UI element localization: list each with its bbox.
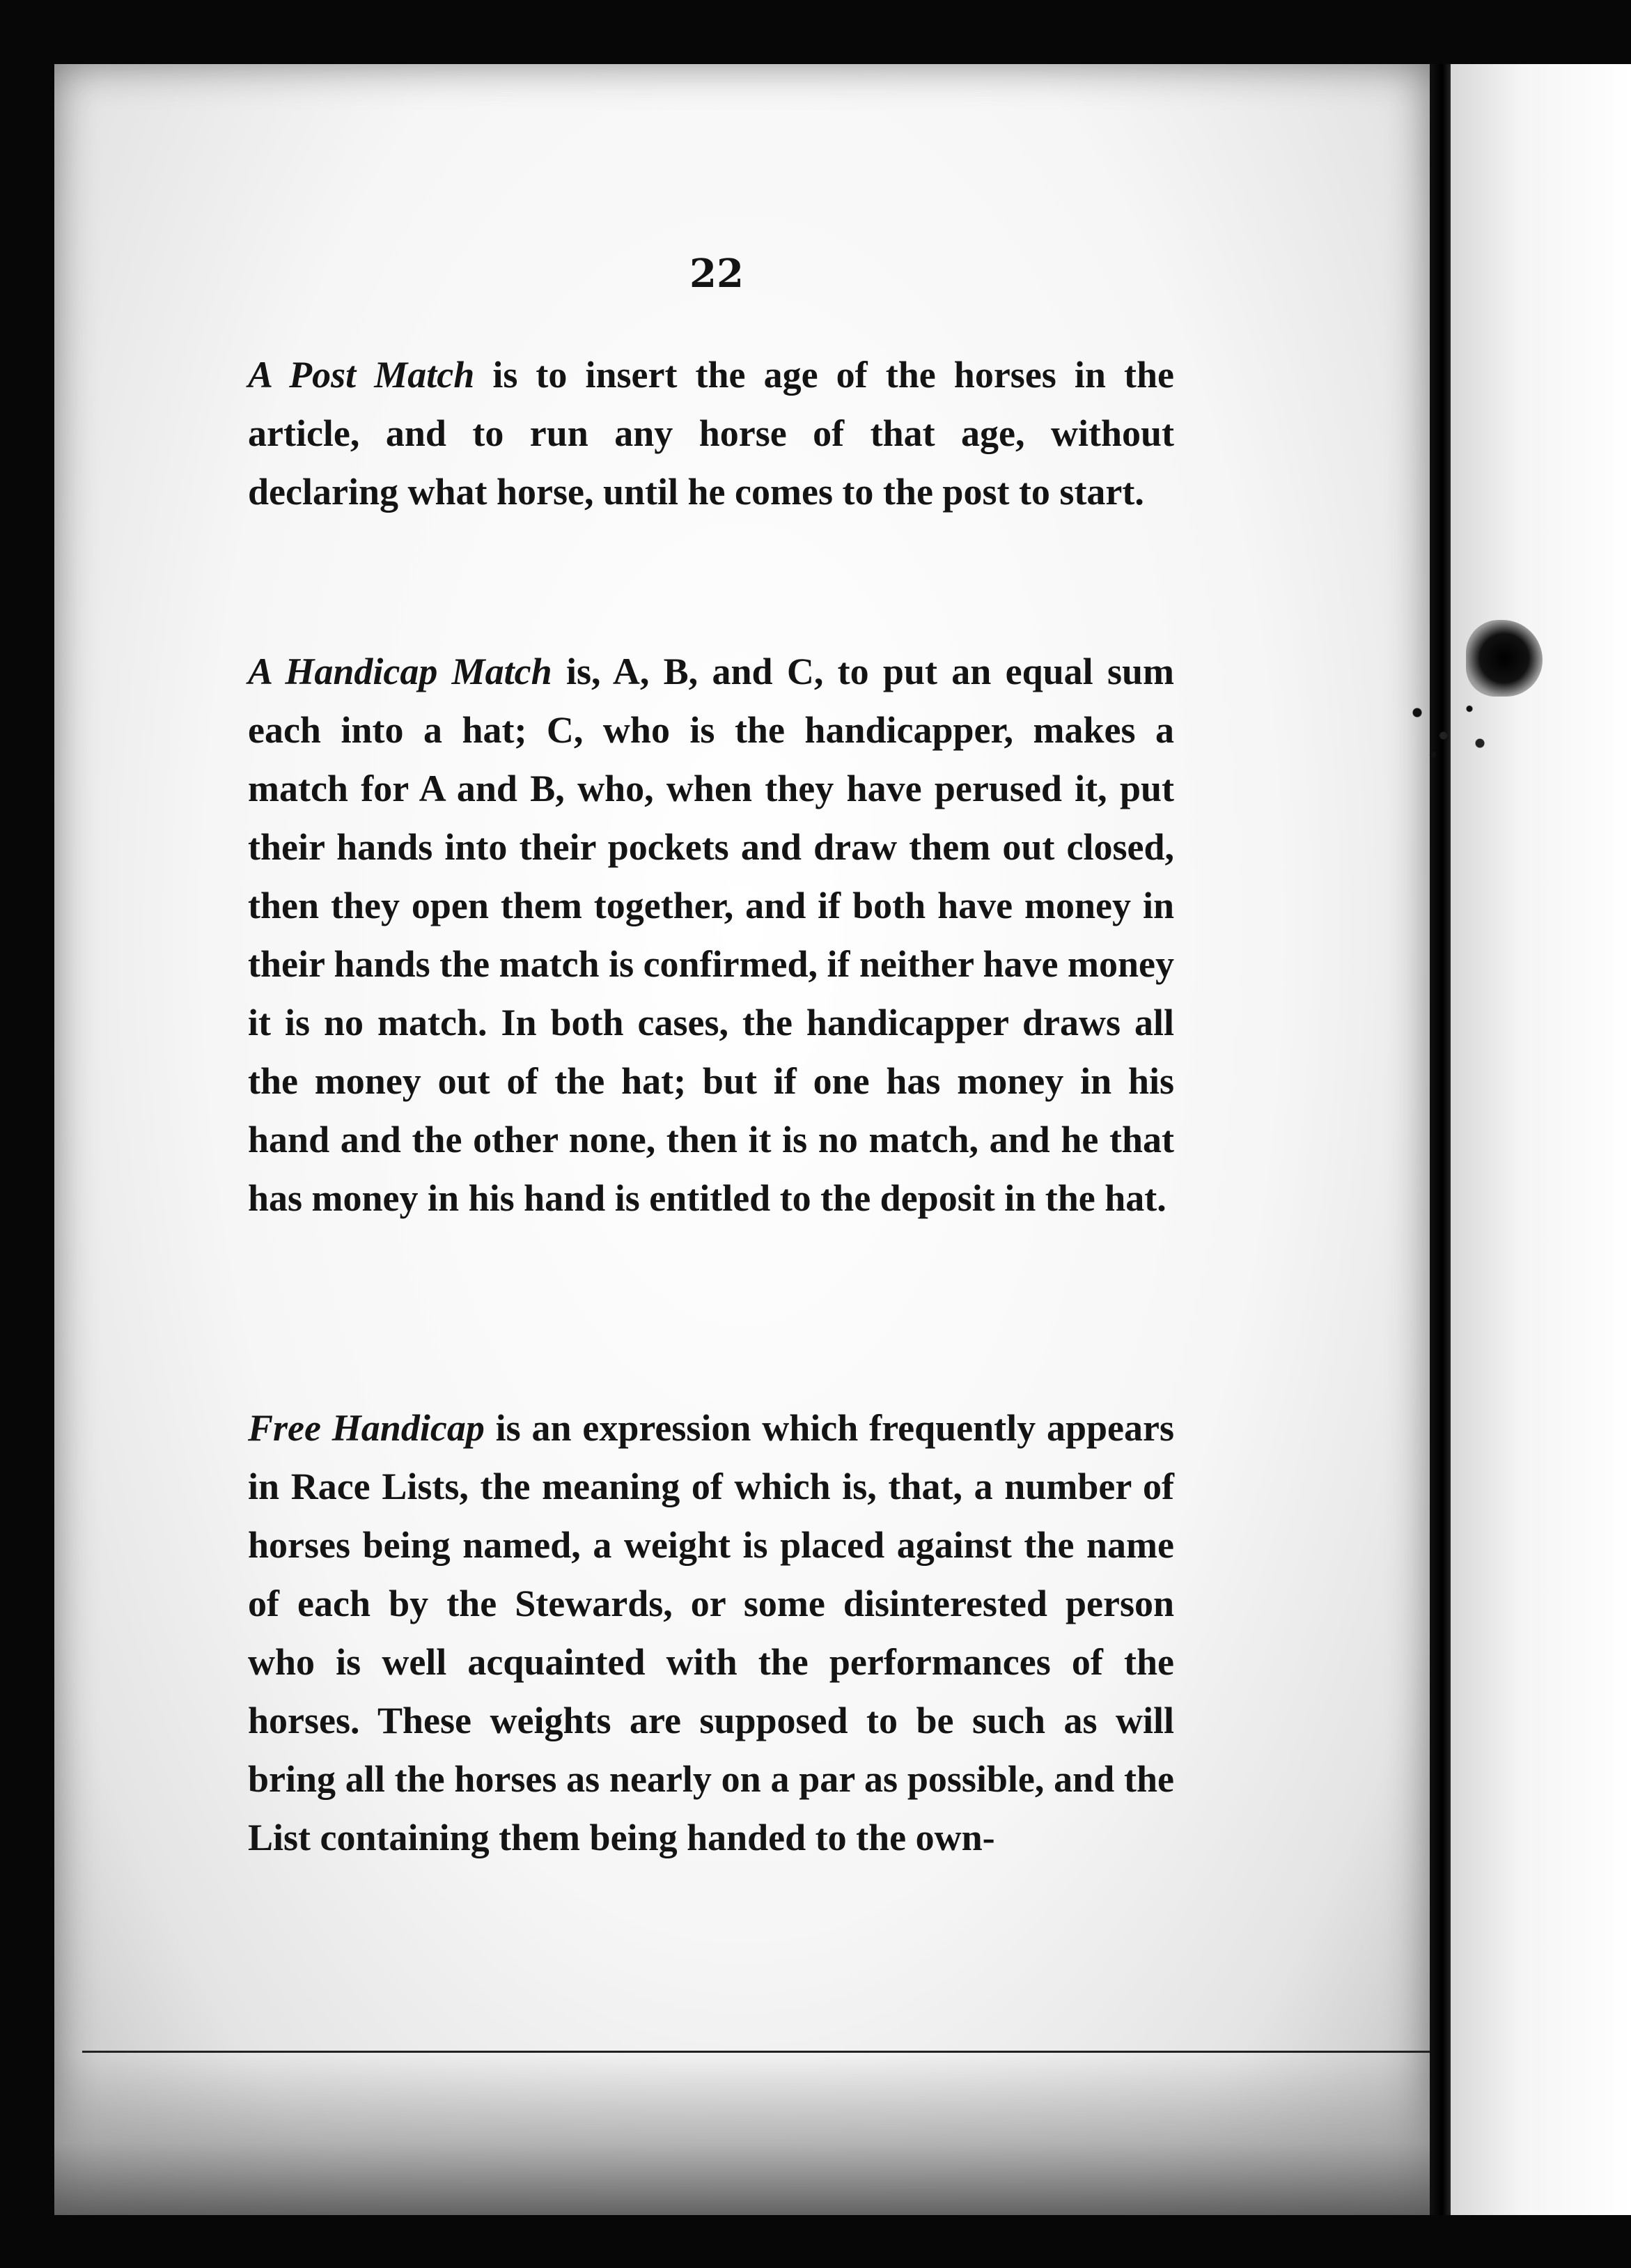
page-number: 22: [689, 251, 744, 297]
ink-blot: [1466, 620, 1543, 697]
paragraph-handicap-match: [248, 642, 1174, 1227]
term-handicap-match: A Handicap Match: [248, 651, 552, 692]
paragraph-body: is, A, B, and C, to put an equal sum each into a hat; C, who is the handicapper, makes a match for A and B, who, when they have perused it, put their hands into their pockets and draw them out closed, then they open them together, and if both have money in their hands the match is confirmed, if neither have money it is no match. In both cases, the handicapper draws all the money out of the hat; but if one has money in his hand and the other none, then it is no match, and he that has money in his hand is entitled to the deposit in the hat.: [248, 651, 1175, 1219]
page-shadow: [54, 2055, 1430, 2215]
ink-speckle: [1396, 690, 1501, 766]
book-gutter: [1430, 64, 1451, 2215]
term-free-handicap: Free Handicap: [248, 1407, 485, 1449]
adjacent-page-edge: [1451, 64, 1631, 2215]
term-post-match: A Post Match: [248, 354, 475, 396]
paragraph-post-match: [248, 345, 1174, 521]
paragraph-body: is to insert the age of the horses in the article, and to run any horse of that age, without declaring what horse, until he comes to the post to start.: [248, 354, 1174, 513]
bottom-rule: [82, 2051, 1430, 2053]
paragraph-body: is an expression which frequently appears in Race Lists, the meaning of which is, that, a number of horses being named, a weight is placed against the name of each by the Stewards, or some disinterested person who is well acquainted with the performances of the horses. These weights are supposed to be such as will bring all the horses as nearly on a par as possible, and the List containing them being handed to the own-: [248, 1407, 1174, 1858]
paragraph-free-handicap: [248, 1399, 1174, 1867]
